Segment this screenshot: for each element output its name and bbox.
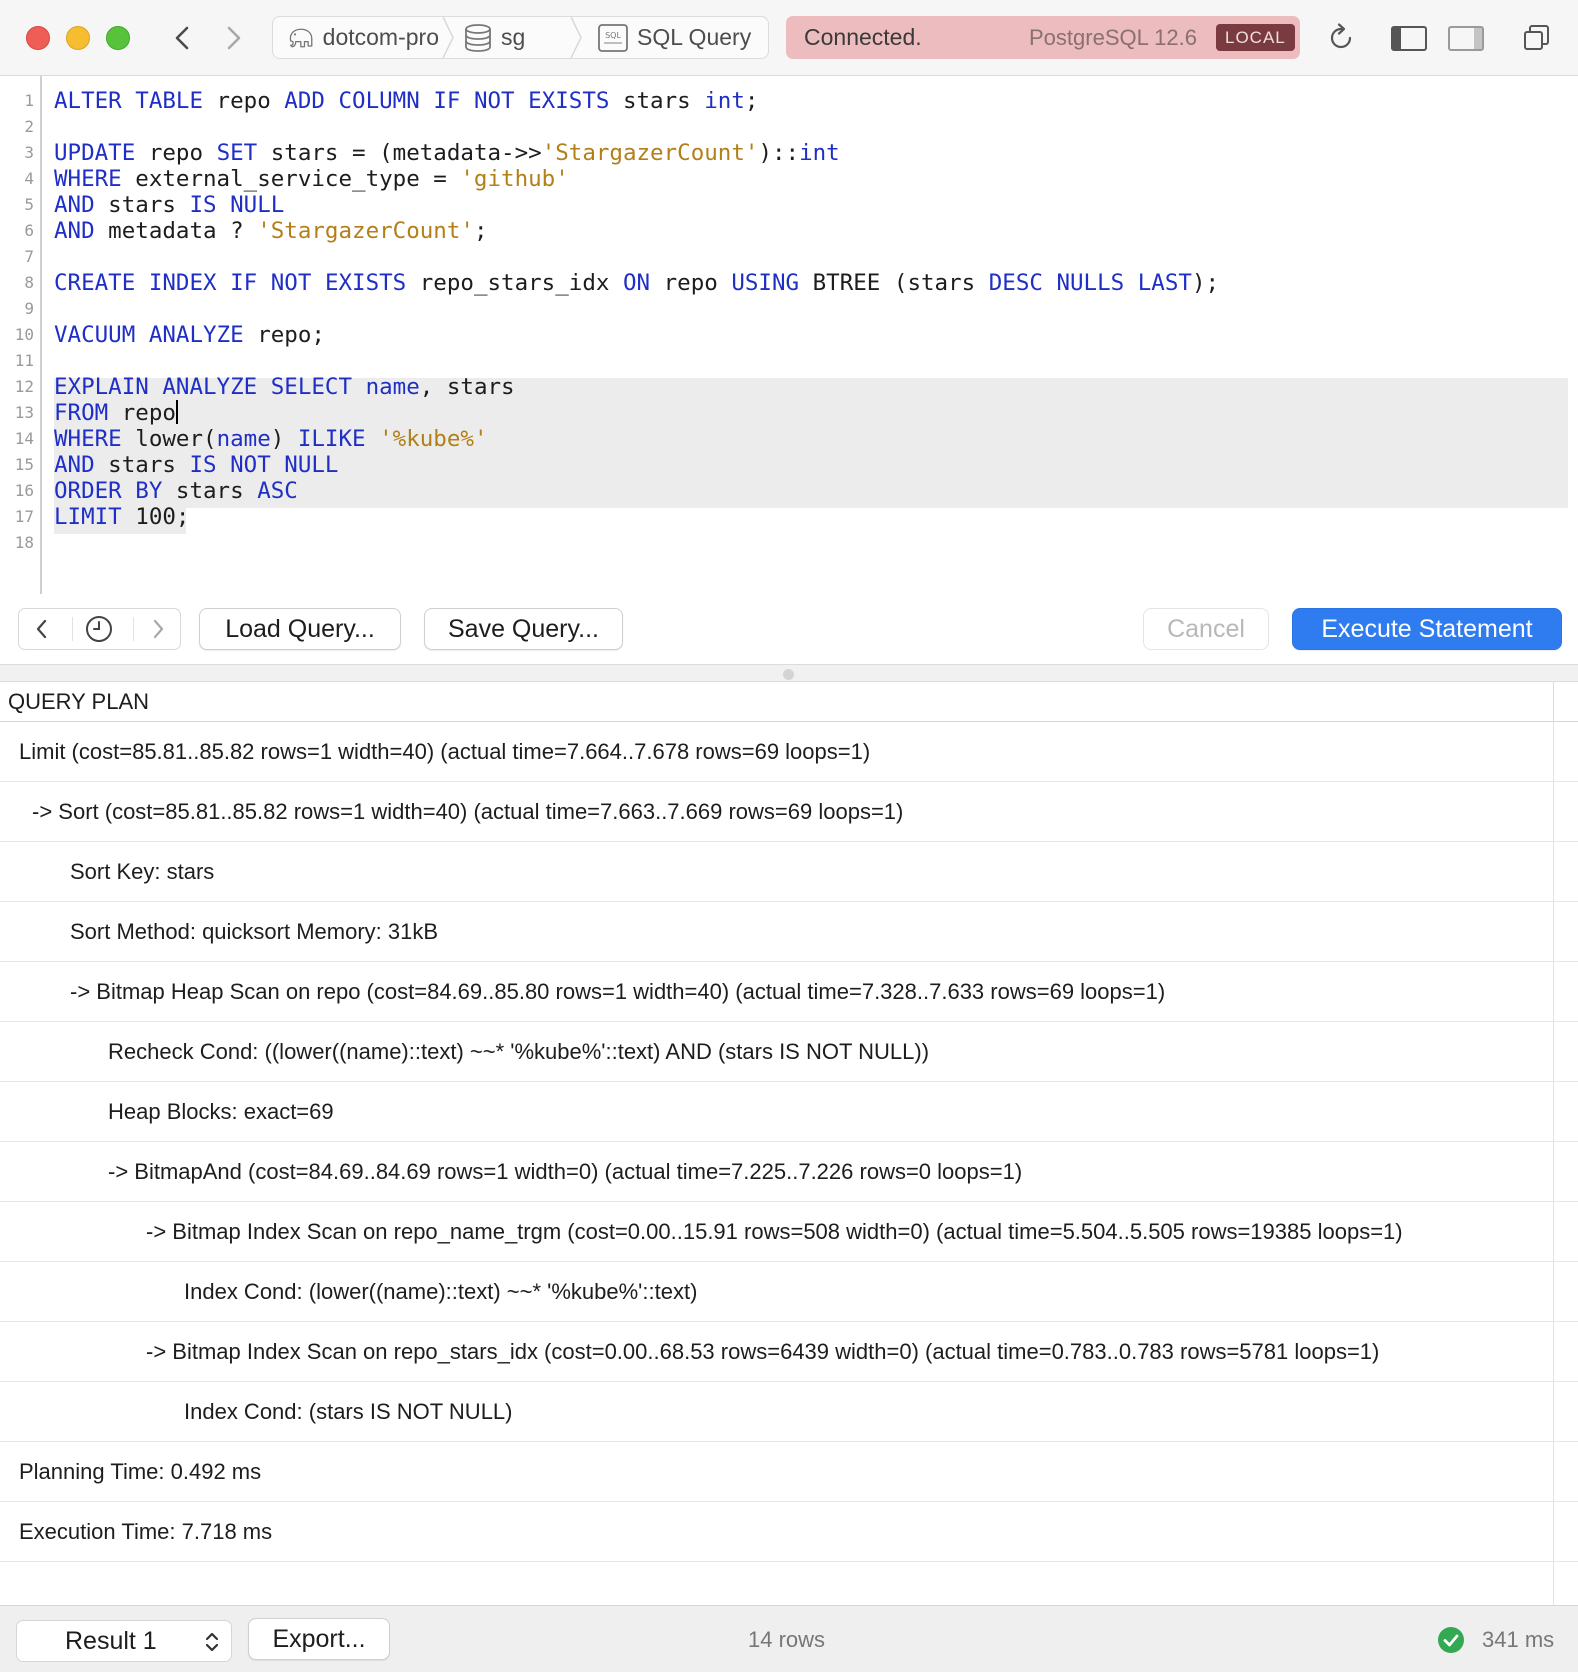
sql-text: repo <box>203 88 285 114</box>
query-plan-cell: Heap Blocks: exact=69 <box>108 1099 334 1124</box>
line-number: 8 <box>24 273 34 292</box>
code-line <box>54 322 1568 348</box>
sql-text <box>352 374 366 400</box>
table-row[interactable] <box>0 1502 1578 1562</box>
sql-keyword: AND <box>54 218 95 244</box>
breadcrumb-database[interactable] <box>463 17 543 58</box>
segment-divider <box>72 617 73 641</box>
column-divider-line <box>1553 722 1554 1605</box>
code-line <box>54 400 1568 426</box>
line-number: 11 <box>14 351 34 370</box>
close-window-button[interactable] <box>26 26 50 50</box>
query-plan-cell: -> Bitmap Heap Scan on repo (cost=84.69..85.80 rows=1 width=40) (actual time=7.328..7.633 rows=69 loops=1) <box>70 979 1166 1004</box>
text-cursor <box>176 400 178 424</box>
sql-text <box>257 374 271 400</box>
back-button[interactable] <box>168 22 198 54</box>
table-row[interactable] <box>0 1322 1578 1382</box>
query-plan-cell: Index Cond: (stars IS NOT NULL) <box>184 1399 513 1424</box>
load-query-button[interactable]: Load Query... <box>199 608 401 650</box>
sql-keyword: NULL <box>230 192 285 218</box>
chevron-separator-icon <box>441 17 455 58</box>
line-number: 17 <box>14 507 34 526</box>
sql-text: 100; <box>121 504 190 530</box>
sql-keyword: EXISTS <box>528 88 610 114</box>
table-row[interactable] <box>0 842 1578 902</box>
sql-keyword: NOT <box>230 452 271 478</box>
query-plan-cell: -> Bitmap Index Scan on repo_name_trgm (cost=0.00..15.91 rows=508 width=0) (actual time=5.504..5.505 rows=19385 loops=1) <box>146 1219 1403 1244</box>
query-plan-cell: Recheck Cond: ((lower((name)::text) ~~* '%kube%'::text) AND (stars IS NOT NULL)) <box>108 1039 930 1064</box>
query-plan-cell: -> BitmapAnd (cost=84.69..84.69 rows=1 width=0) (actual time=7.225..7.226 rows=0 loops=1) <box>108 1159 1023 1184</box>
execution-time: 341 ms <box>1482 1627 1555 1652</box>
sql-keyword: ALTER <box>54 88 122 114</box>
sql-keyword: INDEX <box>148 270 217 296</box>
sql-keyword: ILIKE <box>297 426 366 452</box>
query-plan-cell: Execution Time: 7.718 ms <box>19 1519 273 1544</box>
line-number: 12 <box>14 377 34 396</box>
line-number: 13 <box>14 403 34 422</box>
window-toolbar <box>0 0 1578 76</box>
sql-keyword: TABLE <box>135 88 204 114</box>
database-icon <box>463 22 493 54</box>
sql-text <box>217 452 231 478</box>
code-line <box>54 426 1568 452</box>
sql-text <box>460 88 474 114</box>
table-row[interactable] <box>0 1202 1578 1262</box>
pane-splitter[interactable] <box>0 664 1578 682</box>
sql-keyword: NOT <box>473 88 515 114</box>
windows-icon <box>1518 20 1554 56</box>
code-line <box>54 244 1568 270</box>
code-line <box>54 504 1568 530</box>
editor-actions <box>0 594 1578 664</box>
connection-status <box>786 16 1300 59</box>
sql-keyword: NOT <box>270 270 312 296</box>
sql-keyword: SET <box>216 140 258 166</box>
sql-keyword: EXPLAIN <box>54 374 149 400</box>
sql-text <box>149 374 163 400</box>
history-navigation <box>18 608 181 650</box>
sql-text: metadata ? <box>94 218 258 244</box>
export-button[interactable]: Export... <box>248 1618 390 1660</box>
up-down-chevron-icon <box>203 1629 221 1660</box>
table-row[interactable] <box>0 1022 1578 1082</box>
cancel-button[interactable]: Cancel <box>1143 608 1269 650</box>
breadcrumb-query[interactable] <box>597 17 765 58</box>
history-forward-button[interactable] <box>135 609 181 649</box>
table-row[interactable] <box>0 1262 1578 1322</box>
sql-keyword: name <box>365 374 420 400</box>
sql-text: repo; <box>243 322 325 348</box>
reload-button[interactable] <box>1323 20 1359 56</box>
code-line <box>54 374 1568 400</box>
table-row[interactable] <box>0 1142 1578 1202</box>
forward-button[interactable] <box>218 22 248 54</box>
line-number: 16 <box>14 481 34 500</box>
breadcrumb-connection-label: dotcom-pro <box>322 24 439 50</box>
sql-text: stars = (metadata->> <box>257 140 542 166</box>
sql-text <box>366 426 380 452</box>
query-plan-cell: Sort Method: quicksort Memory: 31kB <box>70 919 439 944</box>
svg-text:SQL: SQL <box>605 30 621 40</box>
query-plan-cell: Limit (cost=85.81..85.82 rows=1 width=40) (actual time=7.664..7.678 rows=69 loops=1) <box>19 739 871 764</box>
sql-text: repo <box>108 400 176 426</box>
segment-divider <box>133 617 134 641</box>
query-plan-cell: Index Cond: (lower((name)::text) ~~* '%kube%'::text) <box>184 1279 698 1304</box>
sql-file-icon <box>597 23 629 53</box>
minimize-window-button[interactable] <box>66 26 90 50</box>
sql-text <box>1124 270 1138 296</box>
new-window-button[interactable] <box>1518 20 1554 56</box>
table-row[interactable] <box>0 962 1578 1022</box>
toggle-right-sidebar-button[interactable] <box>1447 20 1485 56</box>
history-button[interactable] <box>74 609 124 649</box>
code-text[interactable] <box>54 88 1568 556</box>
line-number: 3 <box>24 143 34 162</box>
sql-string: '%kube%' <box>379 426 488 452</box>
line-number: 18 <box>14 533 34 552</box>
sql-text: ); <box>1191 270 1220 296</box>
sql-text: stars <box>609 88 705 114</box>
sql-text <box>311 270 325 296</box>
breadcrumb-separator <box>569 17 583 58</box>
sql-keyword: ANALYZE <box>148 322 244 348</box>
sql-text: external_service_type = <box>121 166 461 192</box>
sql-text <box>135 322 149 348</box>
column-header-label: QUERY PLAN <box>8 689 150 714</box>
chevron-right-icon <box>218 22 248 54</box>
results-table <box>0 682 1578 1605</box>
right-sidebar-icon <box>1447 20 1485 56</box>
sql-text <box>217 192 231 218</box>
line-number: 2 <box>24 117 34 136</box>
sql-text <box>122 478 136 504</box>
sql-keyword: UPDATE <box>54 140 136 166</box>
reload-icon <box>1323 20 1359 56</box>
code-line <box>54 88 1568 114</box>
sql-keyword: AND <box>54 452 95 478</box>
sql-text: stars <box>94 452 190 478</box>
sql-keyword: name <box>216 426 271 452</box>
breadcrumb-separator <box>441 17 455 58</box>
sql-keyword: ASC <box>257 478 298 504</box>
chevron-left-icon <box>168 22 198 54</box>
code-line <box>54 348 1568 374</box>
chevron-left-icon <box>32 617 52 641</box>
history-back-button[interactable] <box>19 609 65 649</box>
sql-text <box>1043 270 1057 296</box>
sql-text: repo <box>135 140 217 166</box>
success-check-icon <box>1437 1626 1465 1659</box>
breadcrumb-database-label: sg <box>501 24 526 50</box>
status-badge: LOCAL <box>1216 24 1295 51</box>
sql-keyword: NULL <box>284 452 339 478</box>
sql-text <box>420 88 434 114</box>
code-line <box>54 452 1568 478</box>
sql-keyword: ON <box>622 270 651 296</box>
sql-keyword: VACUUM <box>54 322 136 348</box>
breadcrumb <box>272 16 769 59</box>
table-row[interactable] <box>0 902 1578 962</box>
sql-keyword: IF <box>230 270 258 296</box>
chevron-separator-icon <box>569 17 583 58</box>
sql-keyword: DESC <box>988 270 1043 296</box>
sql-keyword: IS <box>189 452 217 478</box>
result-set-select[interactable] <box>16 1620 232 1662</box>
sql-keyword: WHERE <box>54 426 122 452</box>
sql-text: repo_stars_idx <box>406 270 623 296</box>
result-rows <box>0 722 1578 1562</box>
line-gutter <box>0 76 42 594</box>
sql-keyword: NULLS <box>1056 270 1125 296</box>
table-row[interactable] <box>0 1382 1578 1442</box>
code-line <box>54 140 1568 166</box>
breadcrumb-query-label: SQL Query <box>637 24 752 50</box>
table-row[interactable] <box>0 782 1578 842</box>
sql-keyword: ADD <box>284 88 325 114</box>
column-divider[interactable] <box>1553 682 1554 722</box>
sql-text: ):: <box>758 140 800 166</box>
sql-text: ; <box>744 88 759 114</box>
line-number: 10 <box>14 325 34 344</box>
column-header[interactable] <box>0 682 1578 722</box>
table-row[interactable] <box>0 722 1578 782</box>
sql-keyword: int <box>799 140 840 166</box>
sql-keyword: LIMIT <box>54 504 122 530</box>
left-sidebar-icon <box>1390 20 1428 56</box>
sql-keyword: AND <box>54 192 95 218</box>
server-version: PostgreSQL 12.6 <box>1029 25 1197 50</box>
sql-keyword: CREATE <box>54 270 136 296</box>
code-line <box>54 296 1568 322</box>
sql-text <box>325 88 339 114</box>
result-set-label: Result 1 <box>65 1627 157 1655</box>
sql-text <box>135 270 149 296</box>
sql-text: ; <box>473 218 488 244</box>
line-number: 4 <box>24 169 34 188</box>
sql-string: 'StargazerCount' <box>541 140 759 166</box>
sql-keyword: WHERE <box>54 166 122 192</box>
code-line <box>54 166 1568 192</box>
line-number: 5 <box>24 195 34 214</box>
query-plan-cell: Planning Time: 0.492 ms <box>19 1459 262 1484</box>
splitter-handle[interactable] <box>783 669 794 680</box>
query-plan-cell: -> Sort (cost=85.81..85.82 rows=1 width=40) (actual time=7.663..7.669 rows=69 loops=1) <box>32 799 904 824</box>
line-number: 14 <box>14 429 34 448</box>
code-line <box>54 192 1568 218</box>
zoom-window-button[interactable] <box>106 26 130 50</box>
row-count: 14 rows <box>748 1627 826 1652</box>
sql-keyword: ORDER <box>54 478 122 504</box>
code-line <box>54 270 1568 296</box>
code-line <box>54 218 1568 244</box>
sql-text: repo <box>650 270 732 296</box>
table-row[interactable] <box>0 1082 1578 1142</box>
query-plan-cell: -> Bitmap Index Scan on repo_stars_idx (cost=0.00..68.53 rows=6439 width=0) (actual time=0.783..0.783 rows=5781 loops=1) <box>146 1339 1380 1364</box>
sql-text <box>217 270 231 296</box>
sql-text: stars <box>162 478 258 504</box>
elephant-icon <box>287 22 315 54</box>
breadcrumb-connection[interactable] <box>287 17 439 58</box>
connection-status-text: Connected. <box>804 24 922 50</box>
chevron-right-icon <box>148 617 168 641</box>
line-number: 15 <box>14 455 34 474</box>
line-number: 1 <box>24 91 34 110</box>
save-query-button[interactable]: Save Query... <box>424 608 623 650</box>
line-numbers <box>0 88 34 556</box>
code-line <box>54 114 1568 140</box>
sql-keyword: ANALYZE <box>162 374 258 400</box>
sql-text: lower( <box>121 426 217 452</box>
clock-icon <box>84 614 114 644</box>
sql-editor[interactable] <box>0 76 1578 594</box>
table-row[interactable] <box>0 1442 1578 1502</box>
results-footer <box>0 1605 1578 1672</box>
sql-text <box>515 88 529 114</box>
sql-keyword: FROM <box>54 400 109 426</box>
sql-text: , stars <box>419 374 515 400</box>
sql-keyword: LAST <box>1137 270 1192 296</box>
sql-keyword: USING <box>731 270 800 296</box>
sql-text <box>122 88 136 114</box>
code-line <box>54 478 1568 504</box>
sql-keyword: BY <box>135 478 163 504</box>
line-number: 9 <box>24 299 34 318</box>
line-number: 6 <box>24 221 34 240</box>
sql-keyword: SELECT <box>270 374 353 400</box>
execute-statement-button[interactable]: Execute Statement <box>1292 608 1562 650</box>
sql-keyword: IF <box>433 88 461 114</box>
sql-text: stars <box>94 192 190 218</box>
sql-text: ) <box>270 426 298 452</box>
toggle-left-sidebar-button[interactable] <box>1390 20 1428 56</box>
sql-keyword: EXISTS <box>324 270 407 296</box>
line-number: 7 <box>24 247 34 266</box>
sql-keyword: IS <box>189 192 217 218</box>
sql-string: 'github' <box>460 166 569 192</box>
sql-text <box>257 270 271 296</box>
sql-string: 'StargazerCount' <box>257 218 474 244</box>
sql-keyword: int <box>704 88 745 114</box>
sql-text: BTREE (stars <box>799 270 989 296</box>
sql-keyword: COLUMN <box>338 88 420 114</box>
code-line <box>54 530 1568 556</box>
query-plan-cell: Sort Key: stars <box>70 859 215 884</box>
sql-text <box>271 452 285 478</box>
